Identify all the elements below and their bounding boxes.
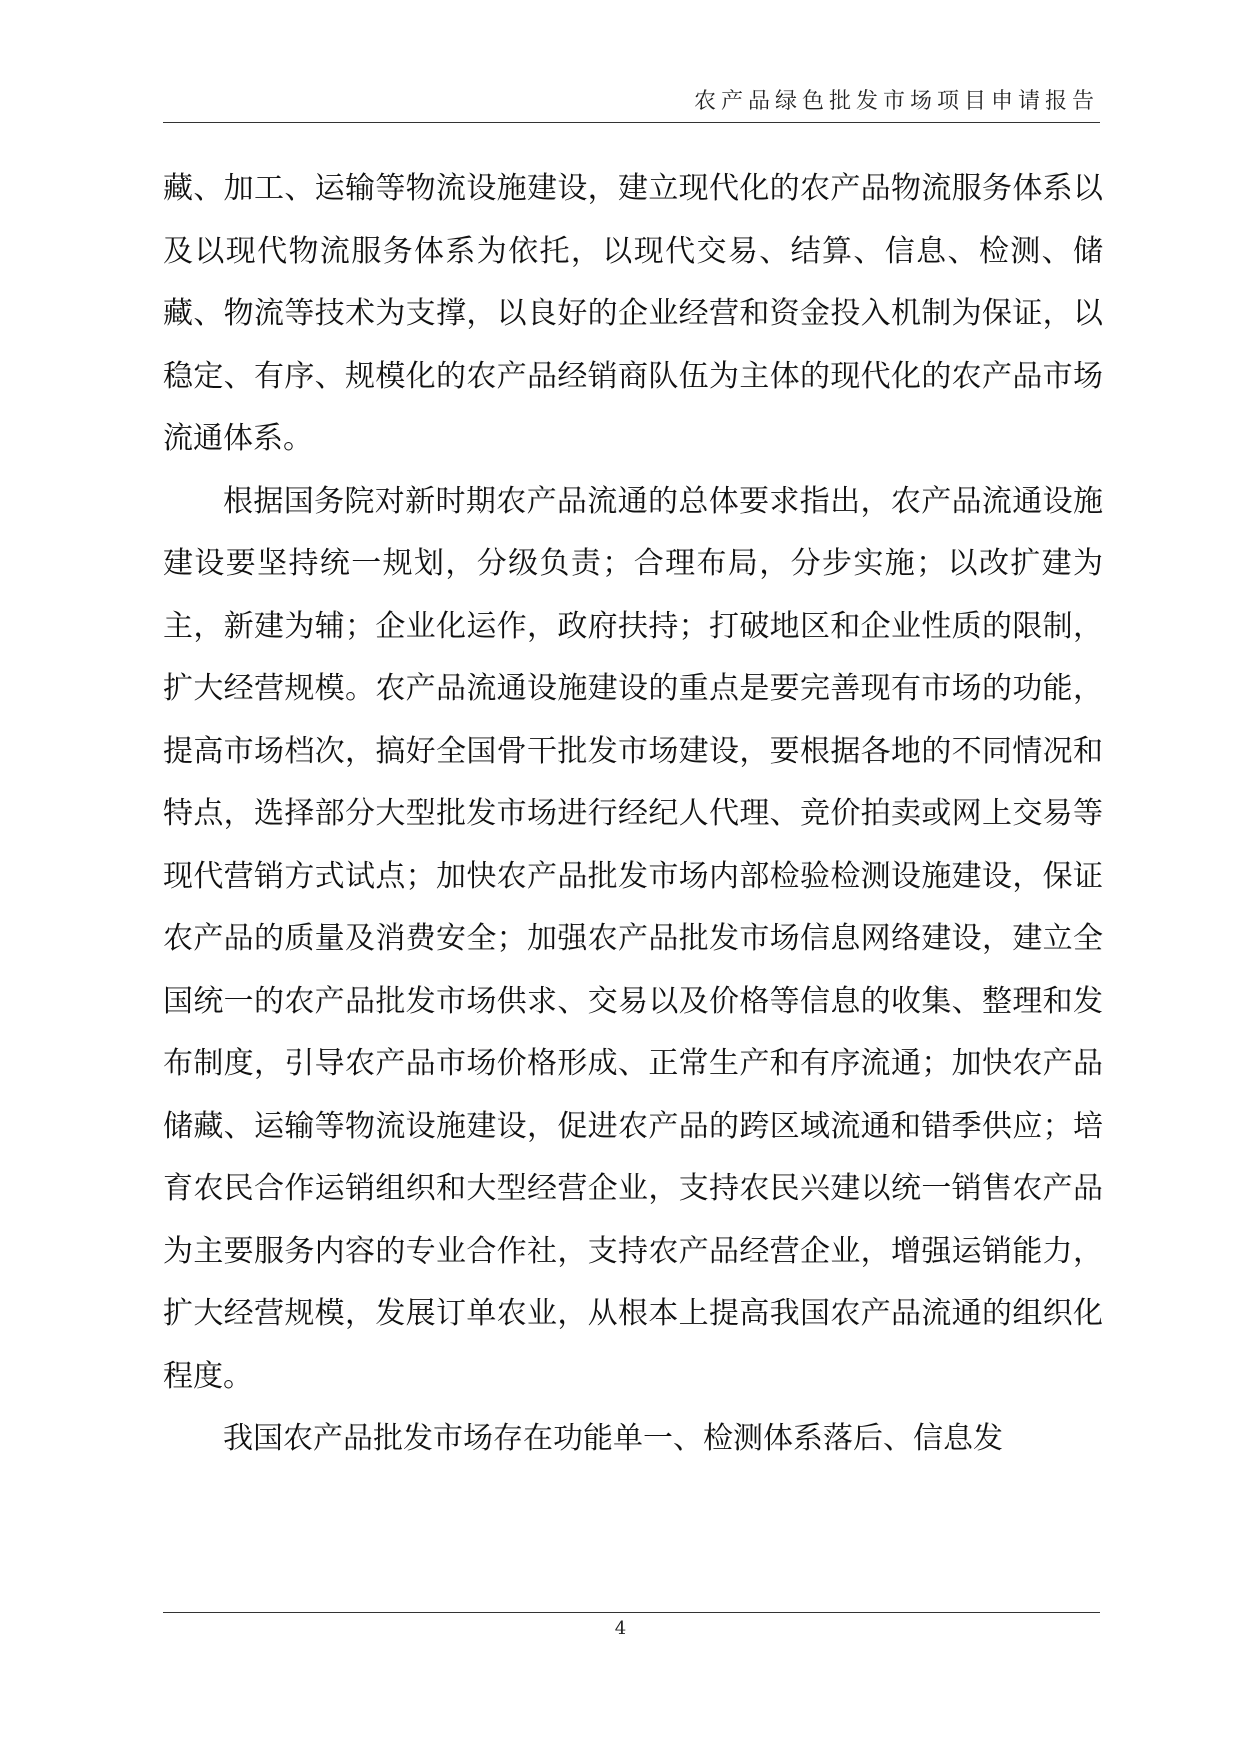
paragraph: 根据国务院对新时期农产品流通的总体要求指出，农产品流通设施建设要坚持统一规划，分级负责；合理布局，分步实施；以改扩建为主，新建为辅；企业化运作，政府扶持；打破地区和企业性质的限制，扩大经营规模。农产品流通设施建设的重点是要完善现有市场的功能，提高市场档次，搞好全国骨干批发市场建设，要根据各地的不同情况和特点，选择部分大型批发市场进行经纪人代理、竞价拍卖或网上交易等现代营销方式试点；加快农产品批发市场内部检验检测设施建设，保证农产品的质量及消费安全；加强农产品批发市场信息网络建设，建立全国统一的农产品批发市场供求、交易以及价格等信息的收集、整理和发布制度，引导农产品市场价格形成、正常生产和有序流通；加快农产品储藏、运输等物流设施建设，促进农产品的跨区域流通和错季供应；培育农民合作运销组织和大型经营企业，支持农民兴建以统一销售农产品为主要服务内容的专业合作社，支持农产品经营企业，增强运销能力，扩大经营规模，发展订单农业，从根本上提高我国农产品流通的组织化程度。 [163, 483, 1103, 1394]
paragraph: 我国农产品批发市场存在功能单一、检测体系落后、信息发 [223, 1421, 1003, 1456]
paragraph-continued: 藏、加工、运输等物流设施建设，建立现代化的农产品物流服务体系以及以现代物流服务体系为依托，以现代交易、结算、信息、检测、储藏、物流等技术为支撑，以良好的企业经营和资金投入机制为保证，以稳定、有序、规模化的农产品经销商队伍为主体的现代化的农产品市场流通体系。 [163, 171, 1103, 456]
header-title: 农产品绿色批发市场项目申请报告 [693, 89, 1099, 114]
document-body [163, 158, 1103, 1471]
footer-divider [163, 1612, 1100, 1613]
header-divider [163, 122, 1100, 123]
page-number: 4 [614, 1618, 627, 1639]
